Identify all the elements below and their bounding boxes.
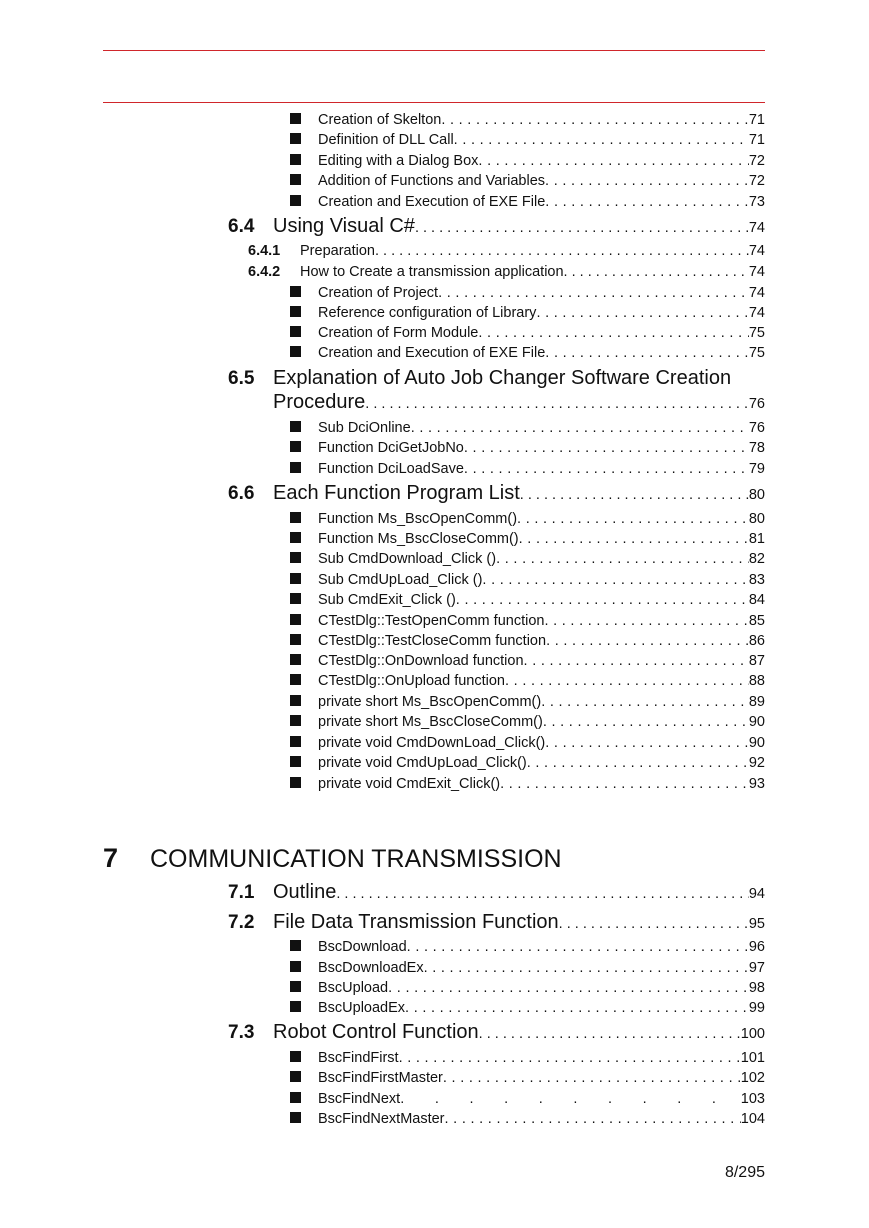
dot-leader xyxy=(407,939,749,955)
toc-entry-page: 96 xyxy=(748,939,765,955)
square-bullet-icon xyxy=(290,421,301,432)
dot-leader xyxy=(545,173,749,189)
toc-entry[interactable] xyxy=(290,633,765,653)
toc-entry-title: BscDownload xyxy=(318,939,407,955)
subsection-title: Preparation xyxy=(300,243,375,259)
toc-entry-title: Sub CmdUpLoad_Click () xyxy=(318,572,483,588)
square-bullet-icon xyxy=(290,573,301,584)
dot-leader xyxy=(545,194,749,210)
dot-leader xyxy=(375,243,749,259)
dot-leader xyxy=(443,1070,741,1086)
square-bullet-icon xyxy=(290,532,301,543)
toc-entry[interactable] xyxy=(290,980,765,1000)
toc-entry-page: 72 xyxy=(748,173,765,189)
toc-entry-title: Sub CmdExit_Click () xyxy=(318,592,456,608)
toc-entry-page: 84 xyxy=(748,592,765,608)
square-bullet-icon xyxy=(290,695,301,706)
section-page: 74 xyxy=(748,220,765,236)
dot-leader xyxy=(464,440,749,456)
section-page: 95 xyxy=(748,916,765,932)
section-title: Robot Control Function xyxy=(273,1021,479,1043)
toc-section[interactable] xyxy=(228,881,765,904)
dot-leader xyxy=(559,916,749,932)
toc-entry-title: private short Ms_BscCloseComm() xyxy=(318,714,543,730)
toc-entry[interactable] xyxy=(290,714,765,734)
dot-leader xyxy=(505,673,749,689)
square-bullet-icon xyxy=(290,961,301,972)
square-bullet-icon xyxy=(290,174,301,185)
toc-entry-title: BscUpload xyxy=(318,980,389,996)
toc-entry[interactable] xyxy=(290,1000,765,1020)
section-title: Using Visual C# xyxy=(273,215,415,237)
toc-entry[interactable] xyxy=(290,592,765,612)
toc-entry[interactable] xyxy=(290,305,765,325)
square-bullet-icon xyxy=(290,195,301,206)
toc-entry[interactable] xyxy=(290,420,765,440)
toc-entry-page: 103 xyxy=(740,1091,765,1107)
dot-leader xyxy=(524,653,749,669)
square-bullet-icon xyxy=(290,634,301,645)
square-bullet-icon xyxy=(290,286,301,297)
toc-entry[interactable] xyxy=(290,939,765,959)
toc-entry[interactable] xyxy=(290,1050,765,1070)
square-bullet-icon xyxy=(290,1001,301,1012)
square-bullet-icon xyxy=(290,1051,301,1062)
square-bullet-icon xyxy=(290,715,301,726)
section-title-continued: Procedure xyxy=(273,391,366,413)
dot-leader xyxy=(517,511,749,527)
toc-entry[interactable] xyxy=(290,694,765,714)
dot-leader xyxy=(479,1026,741,1042)
toc-entry-page: 76 xyxy=(748,420,765,436)
dot-leader xyxy=(478,325,748,341)
toc-entry-title: BscFindNext xyxy=(318,1091,401,1107)
toc-entry-page: 86 xyxy=(748,633,765,649)
toc-entry[interactable] xyxy=(290,613,765,633)
dot-leader xyxy=(415,220,749,236)
toc-section-continuation[interactable] xyxy=(273,391,765,414)
subsection-number: 6.4.1 xyxy=(248,243,281,259)
toc-entry-page: 71 xyxy=(748,132,765,148)
toc-entry-title: Addition of Functions and Variables xyxy=(318,173,546,189)
square-bullet-icon xyxy=(290,981,301,992)
square-bullet-icon xyxy=(290,593,301,604)
toc-entry-title: Function DciGetJobNo xyxy=(318,440,464,456)
toc-entry-title: private void CmdUpLoad_Click() xyxy=(318,755,527,771)
toc-section[interactable] xyxy=(228,482,765,505)
toc-entry-title: Creation and Execution of EXE File xyxy=(318,194,546,210)
square-bullet-icon xyxy=(290,777,301,788)
section-title: File Data Transmission Function xyxy=(273,911,559,933)
toc-entry-page: 104 xyxy=(740,1111,765,1127)
dot-leader xyxy=(500,776,749,792)
toc-entry-title: Creation of Project xyxy=(318,285,439,301)
toc-entry-title: CTestDlg::TestOpenComm function xyxy=(318,613,545,629)
dot-leader xyxy=(496,551,749,567)
subsection-page: 74 xyxy=(748,264,765,280)
square-bullet-icon xyxy=(290,133,301,144)
toc-entry[interactable] xyxy=(290,194,765,214)
toc-entry[interactable] xyxy=(290,345,765,365)
toc-entry[interactable] xyxy=(290,132,765,152)
toc-entry[interactable] xyxy=(290,153,765,173)
toc-entry-page: 75 xyxy=(748,325,765,341)
dot-leader xyxy=(399,1050,741,1066)
toc-entry-page: 98 xyxy=(748,980,765,996)
toc-entry[interactable] xyxy=(290,673,765,693)
toc-entry-title: Function DciLoadSave xyxy=(318,461,464,477)
square-bullet-icon xyxy=(290,614,301,625)
toc-entry-page: 82 xyxy=(748,551,765,567)
dot-leader xyxy=(438,285,749,301)
dot-leader xyxy=(519,531,749,547)
toc-entry[interactable] xyxy=(290,1111,765,1131)
dot-leader xyxy=(545,345,749,361)
square-bullet-icon xyxy=(290,441,301,452)
toc-entry[interactable] xyxy=(290,440,765,460)
toc-entry[interactable] xyxy=(290,285,765,305)
square-bullet-icon xyxy=(290,736,301,747)
section-number: 7.3 xyxy=(228,1022,255,1043)
dot-leader xyxy=(543,714,749,730)
subsection-page: 74 xyxy=(748,243,765,259)
square-bullet-icon xyxy=(290,512,301,523)
toc-entry-page: 85 xyxy=(748,613,765,629)
toc-entry-page: 73 xyxy=(748,194,765,210)
toc-section[interactable] xyxy=(228,1021,765,1044)
toc-entry[interactable] xyxy=(290,755,765,775)
toc-entry-title: BscDownloadEx xyxy=(318,960,424,976)
toc-entry-page: 74 xyxy=(748,305,765,321)
toc-section[interactable] xyxy=(228,367,765,390)
header-rule-top xyxy=(103,50,765,51)
dot-leader xyxy=(336,886,748,902)
toc-entry-page: 72 xyxy=(748,153,765,169)
square-bullet-icon xyxy=(290,940,301,951)
toc-entry[interactable] xyxy=(290,572,765,592)
toc-entry-title: private void CmdExit_Click() xyxy=(318,776,501,792)
toc-entry-page: 101 xyxy=(740,1050,765,1066)
toc-entry[interactable] xyxy=(290,531,765,551)
toc-entry-title: Sub DciOnline xyxy=(318,420,411,436)
dot-leader xyxy=(388,980,749,996)
section-page: 80 xyxy=(748,487,765,503)
square-bullet-icon xyxy=(290,756,301,767)
toc-entry-title: Sub CmdDownload_Click () xyxy=(318,551,497,567)
section-number: 6.4 xyxy=(228,216,255,237)
toc-entry-title: BscFindFirstMaster xyxy=(318,1070,443,1086)
dot-leader xyxy=(482,572,748,588)
chapter-number: 7 xyxy=(103,843,119,873)
square-bullet-icon xyxy=(290,552,301,563)
toc-entry[interactable] xyxy=(290,960,765,980)
dot-leader xyxy=(520,487,749,503)
toc-entry-title: private short Ms_BscOpenComm() xyxy=(318,694,542,710)
toc-entry-page: 74 xyxy=(748,285,765,301)
square-bullet-icon xyxy=(290,462,301,473)
square-bullet-icon xyxy=(290,654,301,665)
toc-entry-page: 89 xyxy=(748,694,765,710)
section-title: Explanation of Auto Job Changer Software Creation xyxy=(273,367,732,389)
toc-entry[interactable] xyxy=(290,1070,765,1090)
dot-leader xyxy=(541,694,749,710)
toc-entry-page: 80 xyxy=(748,511,765,527)
dot-leader xyxy=(546,633,749,649)
section-number: 6.6 xyxy=(228,483,255,504)
section-page: 76 xyxy=(748,396,765,412)
toc-section[interactable] xyxy=(228,215,765,238)
toc-entry-page: 81 xyxy=(748,531,765,547)
toc-entry-title: CTestDlg::TestCloseComm function xyxy=(318,633,547,649)
section-title: Each Function Program List xyxy=(273,482,520,504)
dot-leader xyxy=(411,420,749,436)
square-bullet-icon xyxy=(290,113,301,124)
toc-entry-title: Creation of Skelton xyxy=(318,112,442,128)
dot-leader xyxy=(464,461,749,477)
toc-entry-page: 97 xyxy=(748,960,765,976)
toc-entry[interactable] xyxy=(290,173,765,193)
section-title: Outline xyxy=(273,881,337,903)
toc-entry-title: BscFindNextMaster xyxy=(318,1111,445,1127)
toc-entry[interactable] xyxy=(290,461,765,481)
dot-leader xyxy=(527,755,749,771)
toc-section[interactable] xyxy=(228,911,765,934)
subsection-number: 6.4.2 xyxy=(248,264,281,280)
toc-entry-page: 87 xyxy=(748,653,765,669)
toc-entry-title: CTestDlg::OnDownload function xyxy=(318,653,524,669)
section-number: 6.5 xyxy=(228,368,255,389)
toc-entry-page: 88 xyxy=(748,673,765,689)
toc-subsection[interactable] xyxy=(248,243,765,259)
dot-leader xyxy=(544,613,748,629)
square-bullet-icon xyxy=(290,326,301,337)
toc-entry-page: 93 xyxy=(748,776,765,792)
square-bullet-icon xyxy=(290,674,301,685)
page-number: 8/295 xyxy=(724,1164,765,1181)
toc-entry[interactable] xyxy=(290,511,765,531)
section-page: 100 xyxy=(740,1026,765,1042)
toc-entry[interactable] xyxy=(290,776,765,796)
toc-entry-page: 83 xyxy=(748,572,765,588)
dot-leader xyxy=(441,112,749,128)
toc-entry-title: Editing with a Dialog Box xyxy=(318,153,479,169)
toc-entry-title: Creation of Form Module xyxy=(318,325,479,341)
dot-leader xyxy=(454,132,749,148)
toc-entry-title: private void CmdDownLoad_Click() xyxy=(318,735,546,751)
toc-entry-title: Creation and Execution of EXE File xyxy=(318,345,546,361)
toc-entry-page: 90 xyxy=(748,714,765,730)
dot-leader xyxy=(456,592,749,608)
square-bullet-icon xyxy=(290,1092,301,1103)
toc-entry-title: Function Ms_BscOpenComm() xyxy=(318,511,518,527)
toc-entry-title: Definition of DLL Call xyxy=(318,132,454,148)
section-number: 7.1 xyxy=(228,882,255,903)
toc-entry-page: 90 xyxy=(748,735,765,751)
toc-entry-title: BscUploadEx xyxy=(318,1000,406,1016)
toc-chapter[interactable] xyxy=(103,843,765,874)
toc-entry[interactable] xyxy=(290,735,765,755)
toc-entry[interactable] xyxy=(290,653,765,673)
dot-leader xyxy=(564,264,749,280)
toc-entry-title: CTestDlg::OnUpload function xyxy=(318,673,505,689)
toc-entry[interactable] xyxy=(290,325,765,345)
toc-entry-title: BscFindFirst xyxy=(318,1050,399,1066)
chapter-title: COMMUNICATION TRANSMISSION xyxy=(150,845,562,873)
toc-entry-page: 75 xyxy=(748,345,765,361)
toc-entry-page: 92 xyxy=(748,755,765,771)
dot-leader xyxy=(424,960,749,976)
toc-entry[interactable] xyxy=(290,551,765,571)
dot-leader xyxy=(405,1000,749,1016)
dot-leader xyxy=(445,1111,741,1127)
toc-entry-page: 99 xyxy=(748,1000,765,1016)
square-bullet-icon xyxy=(290,306,301,317)
dot-leader xyxy=(545,735,749,751)
square-bullet-icon xyxy=(290,346,301,357)
dot-leader xyxy=(478,153,748,169)
dot-leader xyxy=(400,1091,741,1107)
subsection-title: How to Create a transmission application xyxy=(300,264,564,280)
toc-entry-title: Function Ms_BscCloseComm() xyxy=(318,531,519,547)
toc-entry-title: Reference configuration of Library xyxy=(318,305,537,321)
toc-entry-page: 78 xyxy=(748,440,765,456)
toc-entry[interactable] xyxy=(290,112,765,132)
section-number: 7.2 xyxy=(228,912,255,933)
square-bullet-icon xyxy=(290,1112,301,1123)
header-rule-bottom xyxy=(103,102,765,103)
toc-subsection[interactable] xyxy=(248,264,765,280)
square-bullet-icon xyxy=(290,1071,301,1082)
toc-entry-page: 79 xyxy=(748,461,765,477)
section-page: 94 xyxy=(748,886,765,902)
toc-entry-page: 71 xyxy=(748,112,765,128)
dot-leader xyxy=(536,305,748,321)
toc-entry[interactable] xyxy=(290,1091,765,1111)
toc-entry-page: 102 xyxy=(740,1070,765,1086)
dot-leader xyxy=(365,396,749,412)
square-bullet-icon xyxy=(290,154,301,165)
